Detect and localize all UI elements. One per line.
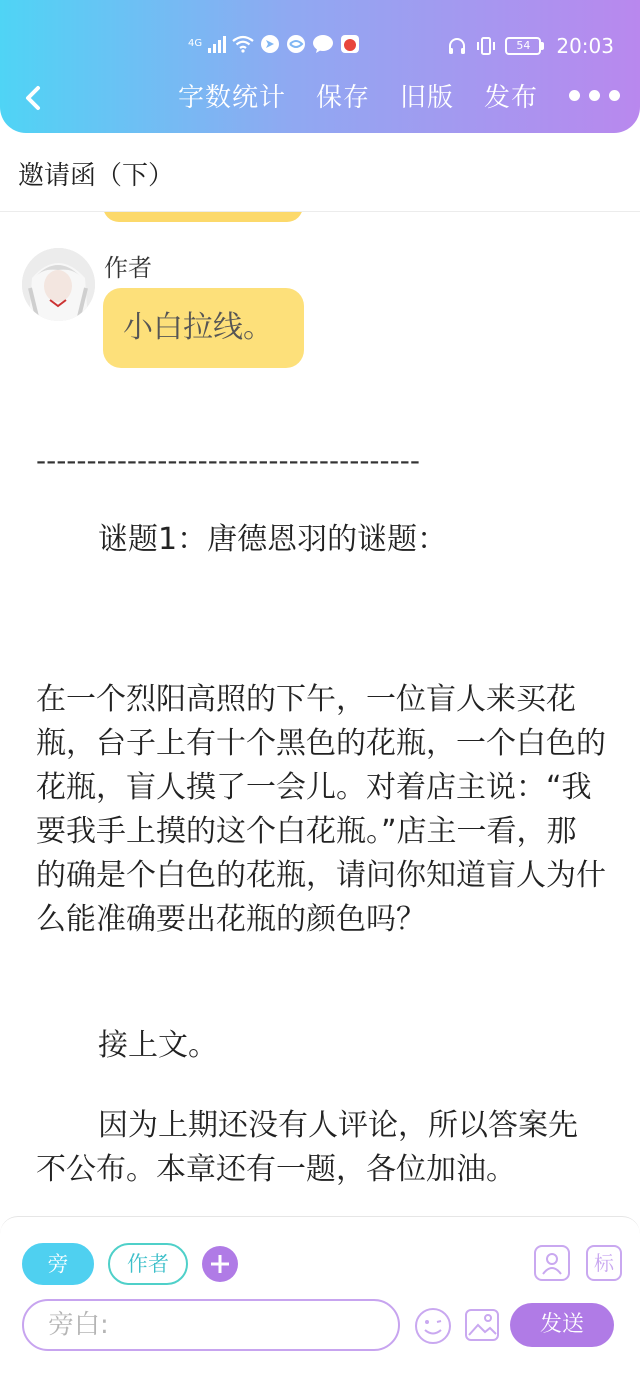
word-count-button[interactable]: 字数统计 xyxy=(178,83,287,113)
role-author-chip[interactable]: 作者 xyxy=(108,1243,188,1285)
avatar-image xyxy=(22,248,95,321)
clock: 20:03 xyxy=(556,34,614,58)
page-title[interactable]: 邀请函（下） xyxy=(18,161,175,191)
continue-text[interactable]: 接上文。 xyxy=(98,1028,218,1063)
previous-message-bubble[interactable] xyxy=(103,212,303,222)
game-app-icon xyxy=(340,34,360,54)
network-type: 4G xyxy=(188,38,203,49)
closing-text[interactable]: 因为上期还没有人评论，所以答案先不公布。本章还有一题，各位加油。 xyxy=(36,1108,578,1187)
status-icons-right xyxy=(447,34,614,58)
message-app-icon xyxy=(312,34,334,54)
wifi-icon xyxy=(232,35,254,53)
battery-icon xyxy=(505,37,544,55)
headphones-icon xyxy=(447,36,467,56)
section-divider: -------------------------------------- xyxy=(36,444,420,477)
app-header xyxy=(0,0,640,133)
location-app-icon xyxy=(260,34,280,54)
status-icons-left xyxy=(188,34,360,54)
signal-icon xyxy=(208,35,226,53)
emoji-icon[interactable] xyxy=(414,1307,452,1345)
old-version-button[interactable]: 旧版 xyxy=(400,83,455,113)
riddle-text[interactable]: 在一个烈阳高照的下午，一位盲人来买花瓶，台子上有十个黑色的花瓶，一个白色的花瓶，盲人摸了一会儿。对着店主说：“我要我手上摸的这个白花瓶。”店主一看，那的确是个白色的花瓶，请问你知道盲人为什么能准确要出花瓶的颜色吗？ xyxy=(36,682,606,937)
role-narrator-chip[interactable]: 旁 xyxy=(22,1243,94,1285)
message-input[interactable] xyxy=(22,1299,400,1351)
save-button[interactable]: 保存 xyxy=(316,83,371,113)
status-bar xyxy=(0,30,640,64)
publish-button[interactable]: 发布 xyxy=(484,83,539,113)
back-arrow-icon[interactable] xyxy=(18,78,50,118)
input-row xyxy=(22,1299,622,1355)
nav-actions xyxy=(178,78,538,118)
battery-level: 54 xyxy=(505,37,541,55)
title-row xyxy=(0,133,640,212)
more-options-icon[interactable] xyxy=(569,90,620,101)
character-icon[interactable] xyxy=(534,1245,570,1281)
editor-content xyxy=(0,212,640,1216)
role-selector xyxy=(22,1243,238,1285)
send-button[interactable]: 发送 xyxy=(510,1303,614,1347)
avatar[interactable] xyxy=(22,248,95,321)
composer xyxy=(0,1216,640,1387)
navbar xyxy=(0,72,640,124)
browser-app-icon xyxy=(286,34,306,54)
image-icon[interactable] xyxy=(464,1307,500,1343)
speaker-name: 作者 xyxy=(104,254,152,282)
add-role-icon[interactable] xyxy=(202,1246,238,1282)
mark-button[interactable]: 标 xyxy=(586,1245,622,1281)
message-bubble[interactable]: 小白拉线。 xyxy=(103,288,304,368)
vibrate-icon xyxy=(475,36,497,56)
riddle-title[interactable]: 谜题1：唐德恩羽的谜题： xyxy=(98,522,448,557)
